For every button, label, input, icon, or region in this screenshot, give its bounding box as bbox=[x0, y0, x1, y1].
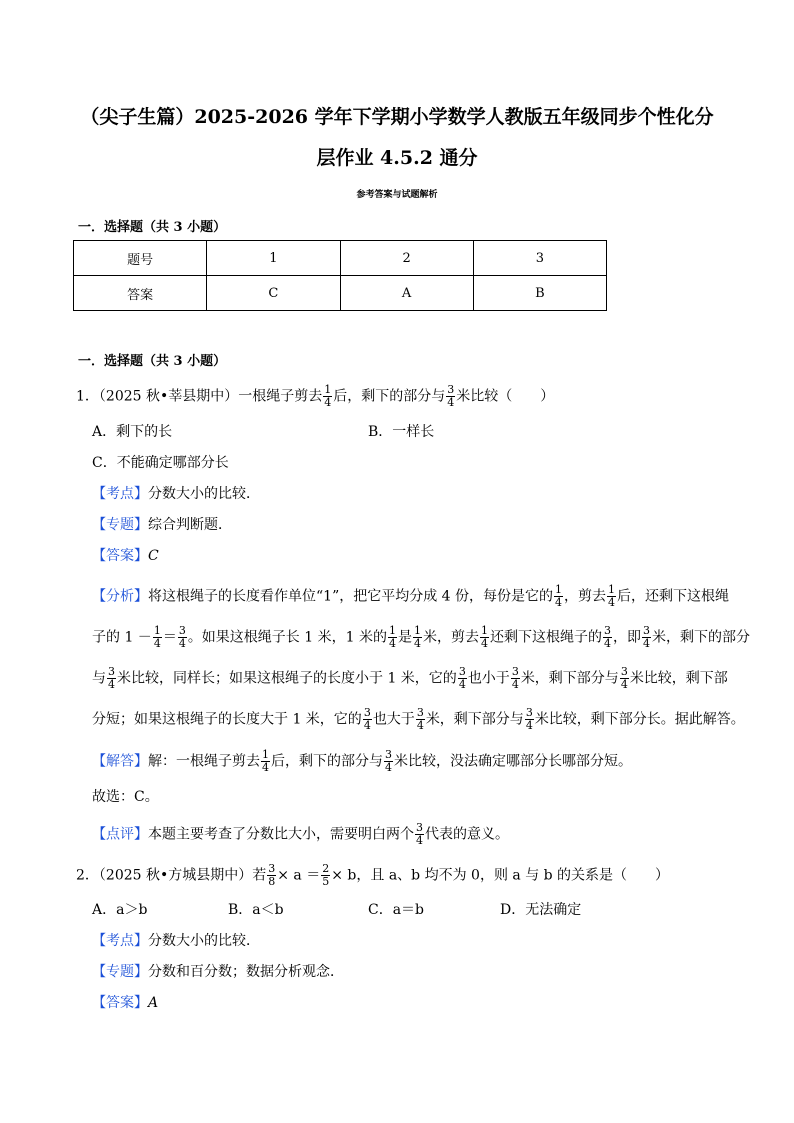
q1-fenxi-line3: 与 $\frac{3}{4}$ 米比较，同样长；如果这根绳子的长度小于 1 米，它的 $\frac{3}{4}$ 也小于 $\frac{3}{4}$ 米，剩下部分与 $\frac{3}{4}$ 米比较，剩下部 bbox=[92, 665, 728, 691]
q2-option-a: A．a＞b bbox=[92, 902, 148, 918]
q1-guxuan: 故选：C。 bbox=[92, 789, 159, 805]
q2-stem: 2．（2025 秋•方城县期中）若 $\frac{3}{8}$ × a ＝ $\frac{2}{5}$ × b，且 a、b 均不为 0，则 a 与 b 的关系是（ ） bbox=[76, 862, 670, 888]
q1-option-a: A．剩下的长 bbox=[92, 424, 173, 440]
q2-option-c: C．a＝b bbox=[368, 902, 425, 918]
fraction: $\frac{3}{8}$ bbox=[268, 862, 276, 888]
q1-zhuanti: 【专题】综合判断题． bbox=[92, 517, 232, 533]
fraction: $\frac{1}{4}$ bbox=[388, 624, 396, 650]
fraction: $\frac{1}{4}$ bbox=[608, 583, 616, 609]
table-row bbox=[74, 241, 607, 276]
table-cell: 2 bbox=[340, 241, 473, 276]
section-heading: 一．选择题（共 3 小题） bbox=[78, 220, 227, 235]
fraction: $\frac{3}{4}$ bbox=[416, 706, 424, 732]
q1-dianping: 【点评】本题主要考查了分数比大小，需要明白两个 $\frac{3}{4}$ 代表的意义。 bbox=[92, 821, 509, 847]
fraction: $\frac{3}{4}$ bbox=[178, 624, 186, 650]
fraction: $\frac{3}{4}$ bbox=[525, 706, 533, 732]
fraction: $\frac{1}{4}$ bbox=[262, 748, 269, 774]
q1-stem: 1．（2025 秋•莘县期中）一根绳子剪去 $\frac{1}{4}$ 后，剩下的部分与 $\frac{3}{4}$ 米比较（ ） bbox=[76, 383, 555, 409]
answer-table bbox=[73, 240, 607, 311]
fraction: $\frac{3}{4}$ bbox=[642, 624, 650, 650]
table-cell: 答案 bbox=[74, 276, 207, 311]
fraction: $\frac{3}{4}$ bbox=[620, 665, 628, 691]
fraction: $\frac{3}{4}$ bbox=[385, 748, 392, 774]
fraction: $\frac{1}{4}$ bbox=[153, 624, 161, 650]
document-title-line1: （尖子生篇）2025-2026 学年下学期小学数学人教版五年级同步个性化分 bbox=[80, 106, 714, 128]
document-title-line2: 层作业 4.5.2 通分 bbox=[316, 147, 478, 169]
table-cell: B bbox=[473, 276, 606, 311]
fraction: $\frac{1}{4}$ bbox=[555, 583, 563, 609]
section-heading: 一．选择题（共 3 小题） bbox=[78, 354, 227, 369]
fraction: $\frac{3}{4}$ bbox=[511, 665, 519, 691]
table-row bbox=[74, 276, 607, 311]
fraction: $\frac{1}{4}$ bbox=[413, 624, 421, 650]
fraction: $\frac{1}{4}$ bbox=[480, 624, 488, 650]
table-cell: 1 bbox=[207, 241, 340, 276]
table-cell: 3 bbox=[473, 241, 606, 276]
q1-fenxi-line2: 子的 1 － $\frac{1}{4}$ ＝ $\frac{3}{4}$ 。如果这根绳子长 1 米，1 米的 $\frac{1}{4}$ 是 $\frac{1}{4}$ 米，剪去 $\frac{1}{4}$ 还剩下这根绳子的 $\frac{3}{4}$ ，即 $\frac{3}{4}$ 米，剩下的部分 bbox=[92, 624, 750, 650]
table-cell: 题号 bbox=[74, 241, 207, 276]
q2-daan: 【答案】A bbox=[92, 995, 159, 1011]
q1-fenxi-line4: 分短；如果这根绳子的长度大于 1 米，它的 $\frac{3}{4}$ 也大于 $\frac{3}{4}$ 米，剩下部分与 $\frac{3}{4}$ 米比较，剩下部分长。据此解答。 bbox=[92, 706, 745, 732]
table-cell: C bbox=[207, 276, 340, 311]
fraction: $\frac{3}{4}$ bbox=[363, 706, 371, 732]
q1-kaodian: 【考点】分数大小的比较． bbox=[92, 486, 260, 502]
fraction: $\frac{3}{4}$ bbox=[447, 383, 455, 409]
q1-jieda: 【解答】解：一根绳子剪去 $\frac{1}{4}$ 后，剩下的部分与 $\frac{3}{4}$ 米比较，没法确定哪部分长哪部分短。 bbox=[92, 748, 632, 774]
fraction: $\frac{3}{4}$ bbox=[458, 665, 466, 691]
fraction: $\frac{3}{4}$ bbox=[108, 665, 115, 691]
q2-option-d: D．无法确定 bbox=[500, 902, 582, 918]
fraction: $\frac{3}{4}$ bbox=[603, 624, 611, 650]
q1-daan: 【答案】C bbox=[92, 548, 159, 564]
fraction: $\frac{1}{4}$ bbox=[324, 383, 332, 409]
document-subtitle: 参考答案与试题解析 bbox=[356, 190, 438, 200]
fraction: $\frac{2}{5}$ bbox=[322, 862, 330, 888]
q2-kaodian: 【考点】分数大小的比较． bbox=[92, 933, 260, 949]
q1-option-c: C．不能确定哪部分长 bbox=[92, 455, 229, 471]
q2-zhuanti: 【专题】分数和百分数；数据分析观念． bbox=[92, 964, 344, 980]
table-cell: A bbox=[340, 276, 473, 311]
q1-option-b: B．一样长 bbox=[368, 424, 435, 440]
q2-option-b: B．a＜b bbox=[228, 902, 284, 918]
fraction: $\frac{3}{4}$ bbox=[416, 821, 423, 847]
q1-fenxi-line1: 【分析】将这根绳子的长度看作单位“1”，把它平均分成 4 份，每份是它的 $\frac{1}{4}$ ，剪去 $\frac{1}{4}$ 后，还剩下这根绳 bbox=[92, 583, 730, 609]
